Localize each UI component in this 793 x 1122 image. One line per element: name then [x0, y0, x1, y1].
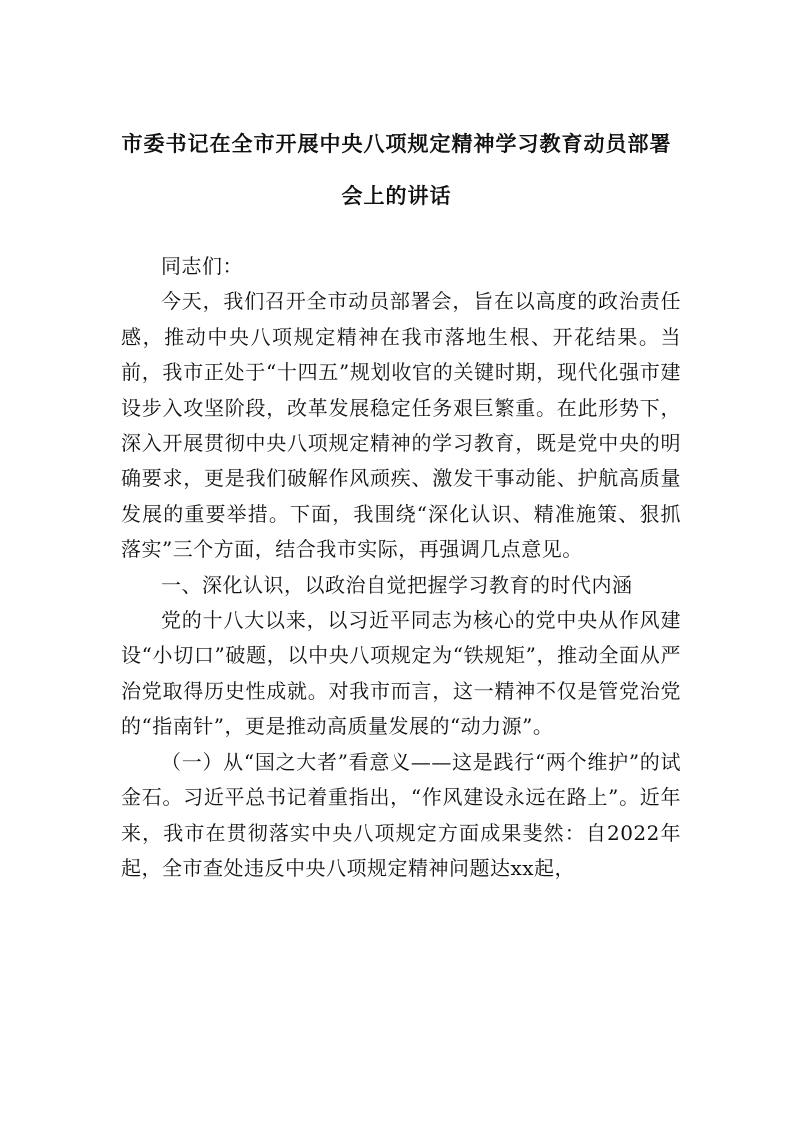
salutation: 同志们：	[161, 254, 243, 278]
section-1-paragraph: 党的十八大以来，以习近平同志为核心的党中央从作风建设“小切口”破题，以中央八项规定为“铁规矩”，推动全面从严治党取得历史性成就。对我市而言，这一精神不仅是管党治党的“指南针”，更是推动高质量发展的“动力源”。	[121, 608, 681, 739]
section-heading-1: 一、深化认识，以政治自觉把握学习教育的时代内涵	[161, 572, 633, 597]
document-title-line-1: 市委书记在全市开展中央八项规定精神学习教育动员部署	[121, 131, 672, 156]
document-title-line-2: 会上的讲话	[341, 183, 452, 208]
document-body	[121, 249, 681, 886]
subsection-1-paragraph: （一）从“国之大者”看意义——这是践行“两个维护”的试金石。习近平总书记着重指出，“作风建设永远在路上”。近年来，我市在贯彻落实中央八项规定方面成果斐然：自2022年起，全市查处违反中央八项规定精神问题达xx起，	[121, 749, 681, 880]
opening-paragraph: 今天，我们召开全市动员部署会，旨在以高度的政治责任感，推动中央八项规定精神在我市落地生根、开花结果。当前，我市正处于“十四五”规划收官的关键时期，现代化强市建设步入攻坚阶段，改革发展稳定任务艰巨繁重。在此形势下，深入开展贯彻中央八项规定精神的学习教育，既是党中央的明确要求，更是我们破解作风顽疾、激发干事动能、护航高质量发展的重要举措。下面，我围绕“深化认识、精准施策、狠抓落实”三个方面，结合我市实际，再强调几点意见。	[121, 289, 681, 562]
